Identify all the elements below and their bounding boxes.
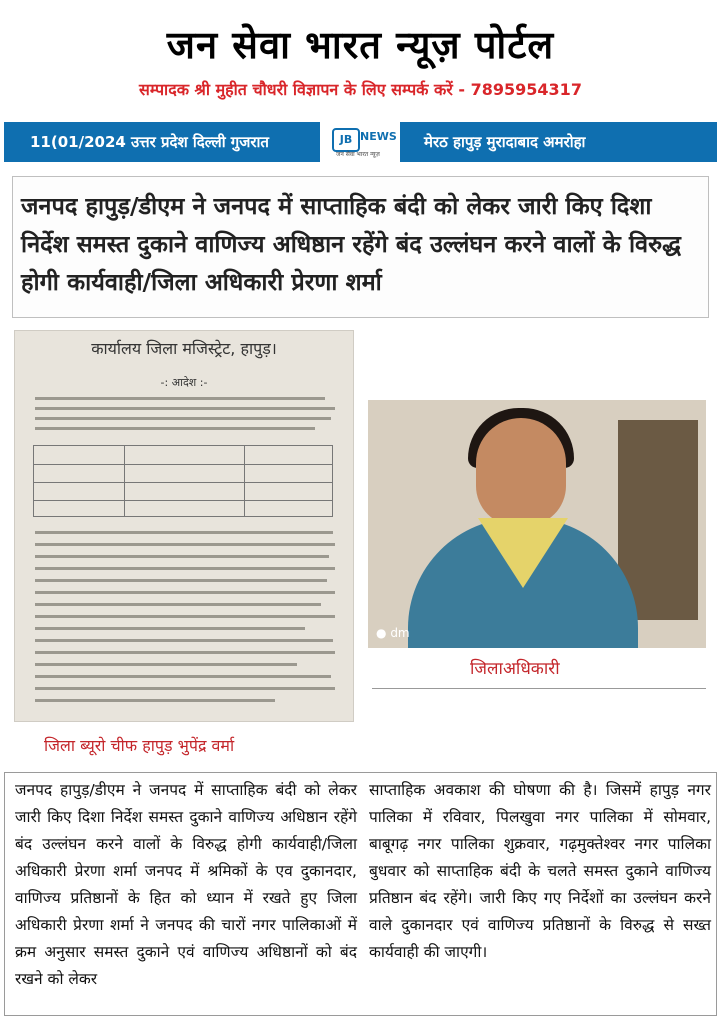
district-magistrate-photo xyxy=(368,400,706,648)
news-logo xyxy=(320,122,400,162)
document-text-line xyxy=(35,615,335,618)
caption-divider xyxy=(372,688,706,689)
document-text-line xyxy=(35,417,331,420)
document-text-line xyxy=(35,675,331,678)
article-column-left: जनपद हापुड़/डीएम ने जनपद में साप्ताहिक बंदी को लेकर जारी किए दिशा निर्देश समस्त दुकाने वाणिज्य अधिष्ठान रहेंगे बंद उल्लंघन करने वालों के विरुद्ध होगी कार्यवाही/जिला अधिकारी प्रेरणा शर्मा जनपद में श्रमिकों के एव दुकानदार, वाणिज्य प्रतिष्ठानों के हित को ध्यान में रखते हुए जिला अधिकारी प्रेरणा शर्मा ने जनपद की चारों नगर पालिकाओं में क्रम अनुसार समस्त दुकाने एवं वाणिज्य अधिष्ठानों को बंद रखने को लेकर xyxy=(15,781,357,988)
document-text-line xyxy=(35,531,333,534)
logo-text: NEWS xyxy=(360,130,397,143)
cities-text: मेरठ हापुड़ मुरादाबाद अमरोहा xyxy=(424,133,586,151)
portal-title: जन सेवा भारत न्यूज़ पोर्टल xyxy=(166,23,555,67)
document-text-line xyxy=(35,427,315,430)
document-order-heading: -: आदेश :- xyxy=(160,376,208,389)
editor-contact-line: सम्पादक श्री मुहीत चौधरी विज्ञापन के लिए सम्पर्क करें - 7895954317 xyxy=(139,80,582,99)
document-text-line xyxy=(35,651,335,654)
document-text-line xyxy=(35,407,335,410)
document-table xyxy=(33,445,333,517)
camera-watermark xyxy=(376,626,410,640)
document-text-line xyxy=(35,699,275,702)
article-column-right: साप्ताहिक अवकाश की घोषणा की है। जिसमें हापुड़ नगर पालिका में रविवार, पिलखुवा नगर पालिका में सोमवार, बाबूगढ़ नगर पालिका शुक्रवार, गढ़मुक्तेश्वर नगर पालिका बुधवार को साप्ताहिक बंदी के चलते समस्त दुकाने वाणिज्य प्रतिष्ठान बंद रहेंगे। जारी किए गए निर्देशों का उल्लंघन करने वाले दुकानदार एवं वाणिज्य प्रतिष्ठानों के विरुद्ध से सख्त कार्यवाही की जाएगी। xyxy=(369,781,711,961)
document-text-line xyxy=(35,603,321,606)
order-document-photo xyxy=(14,330,354,722)
document-photo-caption: जिला ब्यूरो चीफ हापुड़ भुपेंद्र वर्मा xyxy=(44,736,235,755)
watermark-text: dm xyxy=(390,626,410,640)
article-body xyxy=(4,772,717,1016)
article-headline: जनपद हापुड़/डीएम ने जनपद में साप्ताहिक बंदी को लेकर जारी किए दिशा निर्देश समस्त दुकाने वाणिज्य अधिष्ठान रहेंगे बंद उल्लंघन करने वालों के विरुद्ध होगी कार्यवाही/जिला अधिकारी प्रेरणा शर्मा xyxy=(21,192,681,296)
document-text-line xyxy=(35,591,335,594)
camera-icon: ● xyxy=(376,626,387,640)
document-text-line xyxy=(35,687,335,690)
document-text-line xyxy=(35,579,327,582)
logo-mark: JB xyxy=(332,128,360,152)
document-text-line xyxy=(35,627,305,630)
date-region-band xyxy=(4,122,717,162)
document-text-line xyxy=(35,543,335,546)
person-photo-caption: जिलाअधिकारी xyxy=(470,659,560,679)
document-text-line xyxy=(35,567,335,570)
document-office-heading: कार्यालय जिला मजिस्ट्रेट, हापुड़। xyxy=(91,339,277,358)
document-text-line xyxy=(35,397,325,400)
document-text-line xyxy=(35,555,329,558)
logo-tagline: जन सेवा भारत न्यूज़ xyxy=(336,151,380,158)
date-states-text: 11(01/2024 उत्तर प्रदेश दिल्ली गुजरात xyxy=(30,133,269,151)
document-text-line xyxy=(35,639,333,642)
headline-box xyxy=(12,176,709,318)
document-text-line xyxy=(35,663,297,666)
